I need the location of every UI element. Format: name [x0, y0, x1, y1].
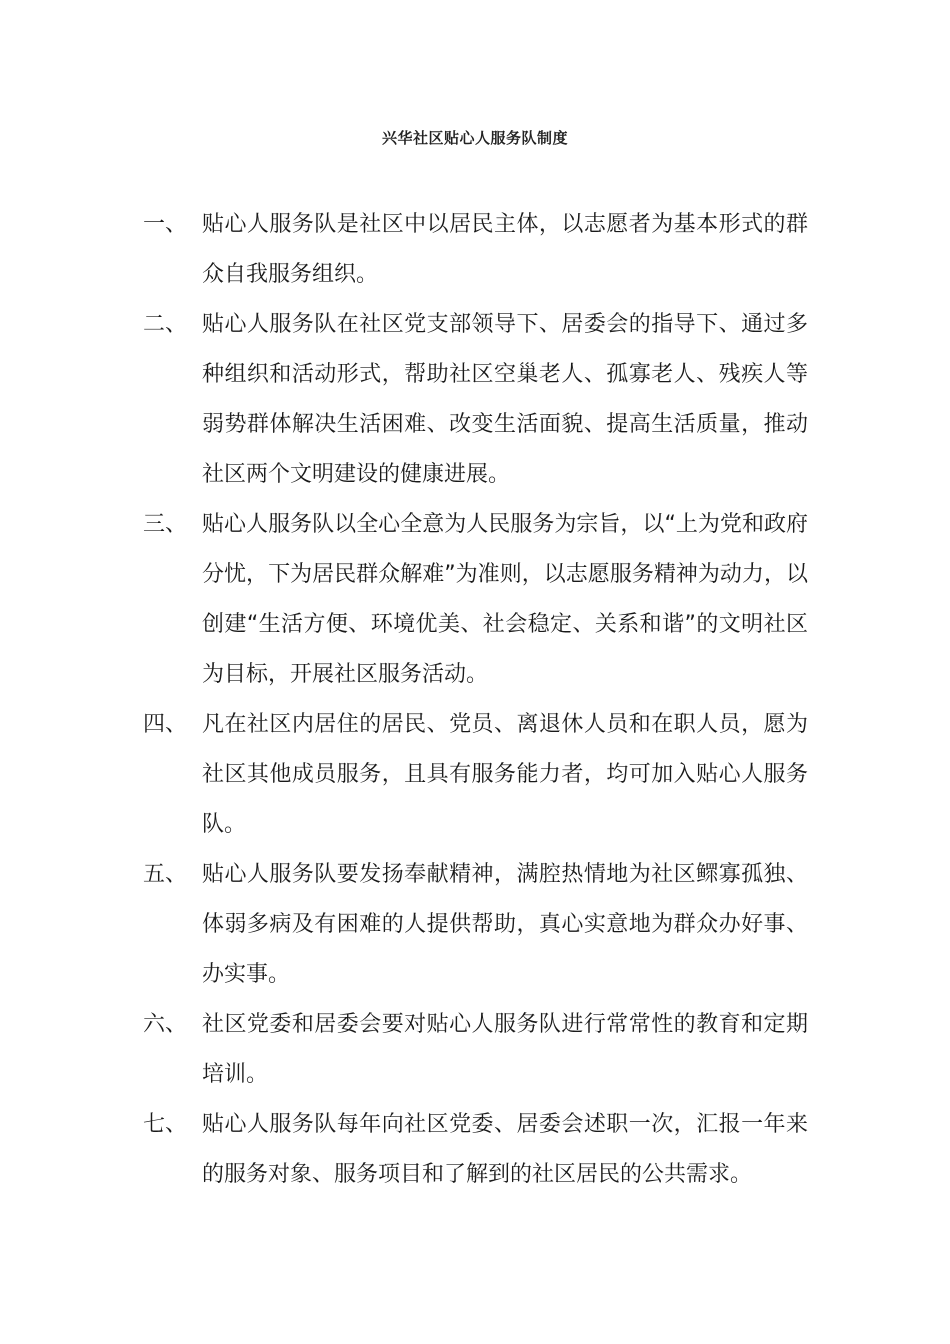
- article-item: [0, 1000, 950, 1100]
- article-text: 凡在社区内居住的居民、党员、离退休人员和在职人员，愿为社区其他成员服务，且具有服务能力者，均可加入贴心人服务队。: [202, 712, 808, 837]
- article-item: [0, 200, 950, 300]
- article-list: [0, 200, 950, 1200]
- article-number: 六、: [143, 1012, 188, 1037]
- article-text: 贴心人服务队要发扬奉献精神，满腔热情地为社区鳏寡孤独、体弱多病及有困难的人提供帮助，真心实意地为群众办好事、办实事。: [202, 862, 808, 987]
- article-number: 四、: [143, 712, 188, 737]
- article-number: 一、: [143, 212, 188, 237]
- article-number: 五、: [143, 862, 188, 887]
- article-item: [0, 850, 950, 1000]
- article-text: 贴心人服务队每年向社区党委、居委会述职一次，汇报一年来的服务对象、服务项目和了解到的社区居民的公共需求。: [202, 1112, 808, 1187]
- article-item: [0, 1100, 950, 1200]
- article-text: 贴心人服务队在社区党支部领导下、居委会的指导下、通过多种组织和活动形式，帮助社区空巢老人、孤寡老人、残疾人等弱势群体解决生活困难、改变生活面貌、提高生活质量，推动社区两个文明建设的健康进展。: [202, 312, 808, 487]
- article-number: 七、: [143, 1112, 188, 1137]
- article-item: [0, 300, 950, 500]
- article-text: 贴心人服务队是社区中以居民主体，以志愿者为基本形式的群众自我服务组织。: [202, 212, 808, 287]
- article-text: 贴心人服务队以全心全意为人民服务为宗旨，以“上为党和政府分忧，下为居民群众解难”为准则，以志愿服务精神为动力，以创建“生活方便、环境优美、社会稳定、关系和谐”的文明社区为目标，开展社区服务活动。: [202, 512, 808, 687]
- article-text: 社区党委和居委会要对贴心人服务队进行常常性的教育和定期培训。: [202, 1012, 808, 1087]
- article-number: 三、: [143, 512, 188, 537]
- article-item: [0, 500, 950, 700]
- article-item: [0, 700, 950, 850]
- document-title: 兴华社区贴心人服务队制度: [381, 129, 568, 147]
- article-number: 二、: [143, 312, 188, 337]
